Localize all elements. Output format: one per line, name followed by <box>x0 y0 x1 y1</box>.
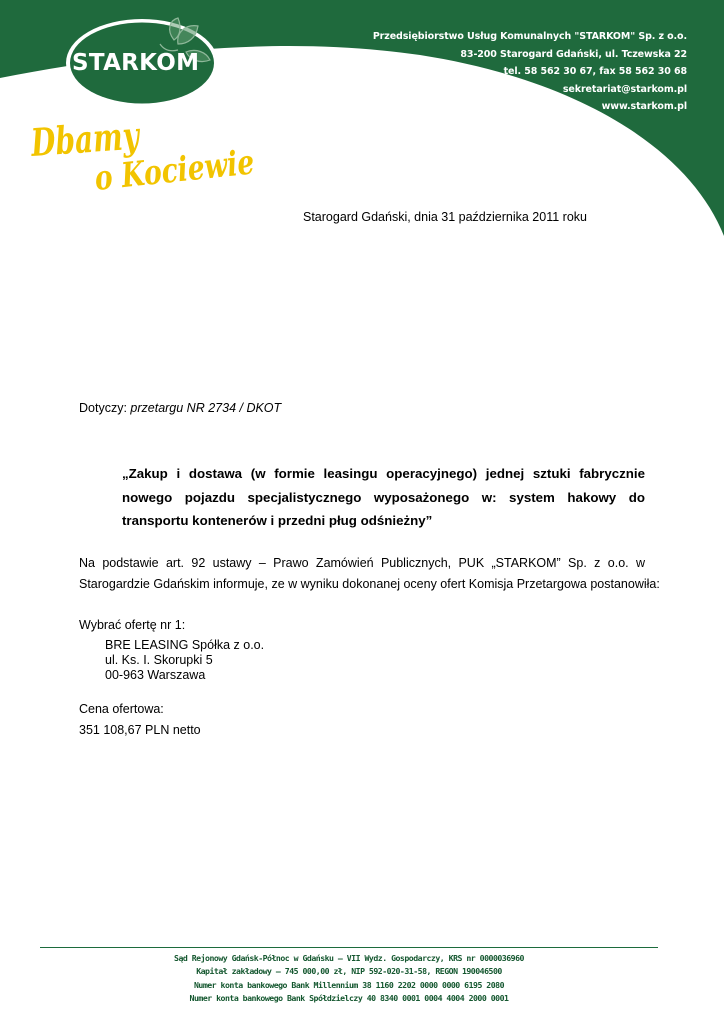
body-line: Starogardzie Gdańskim informuje, ze w wyniku dokonanej oceny ofert Komisja Przetargowa postanowiła: <box>79 576 660 591</box>
footer-line-bank-2: Numer konta bankowego Bank Spółdzielczy 40 8340 0001 0004 4004 2000 0001 <box>189 992 509 1003</box>
company-address: 83-200 Starogard Gdański, ul. Tczewska 22 <box>460 48 687 60</box>
footer-line-bank-1: Numer konta bankowego Bank Millennium 38 1160 2202 0000 0000 6195 2080 <box>193 979 505 990</box>
offer-address <box>105 638 264 683</box>
regarding-label: Dotyczy: <box>79 401 131 415</box>
address-line: ul. Ks. I. Skorupki 5 <box>105 653 213 667</box>
letter-regarding <box>79 401 281 415</box>
subject-line: nowego pojazdu specjalistycznego wyposażonego w: system hakowy do <box>122 489 645 505</box>
company-email[interactable]: sekretariat@starkom.pl <box>562 83 687 95</box>
slogan-line-1: Dbamy <box>29 109 179 165</box>
price-value: 351 108,67 PLN netto <box>79 723 201 737</box>
slogan <box>29 109 301 208</box>
body-line: Na podstawie art. 92 ustawy – Prawo Zamówień Publicznych, PUK „STARKOM” Sp. z o.o. w <box>79 556 645 570</box>
slogan-line-2: o Kociewie <box>92 137 301 199</box>
company-phone: tel. 58 562 30 67, fax 58 562 30 68 <box>503 66 687 77</box>
letter-body <box>79 553 660 594</box>
company-logo: STARKOM <box>72 50 200 76</box>
letter-date: Starogard Gdański, dnia 31 października 2011 roku <box>303 210 587 224</box>
offer-label: Wybrać ofertę nr 1: <box>79 618 186 632</box>
company-contact <box>373 28 687 116</box>
letter-subject <box>122 462 645 533</box>
company-website[interactable]: www.starkom.pl <box>601 101 687 112</box>
address-line: 00-963 Warszawa <box>105 668 206 682</box>
footer-divider <box>40 947 658 948</box>
company-name: Przedsiębiorstwo Usług Komunalnych "STARKOM" Sp. z o.o. <box>372 31 687 42</box>
regarding-value: przetargu NR 2734 / DKOT <box>130 401 282 415</box>
footer-line-capital: Kapitał zakładowy – 745 000,00 zł, NIP 592-020-31-58, REGON 190046500 <box>196 966 502 977</box>
address-line: BRE LEASING Spółka z o.o. <box>105 638 265 652</box>
footer-line-court: Sąd Rejonowy Gdańsk-Północ w Gdańsku – VII Wydz. Gospodarczy, KRS nr 0000036960 <box>174 953 524 963</box>
subject-line: transportu kontenerów i przedni pług odśnieżny” <box>122 513 433 528</box>
subject-line: „Zakup i dostawa (w formie leasingu operacyjnego) jednej sztuki fabrycznie <box>122 466 645 481</box>
footer <box>40 952 658 1005</box>
price-label: Cena ofertowa: <box>79 702 164 716</box>
